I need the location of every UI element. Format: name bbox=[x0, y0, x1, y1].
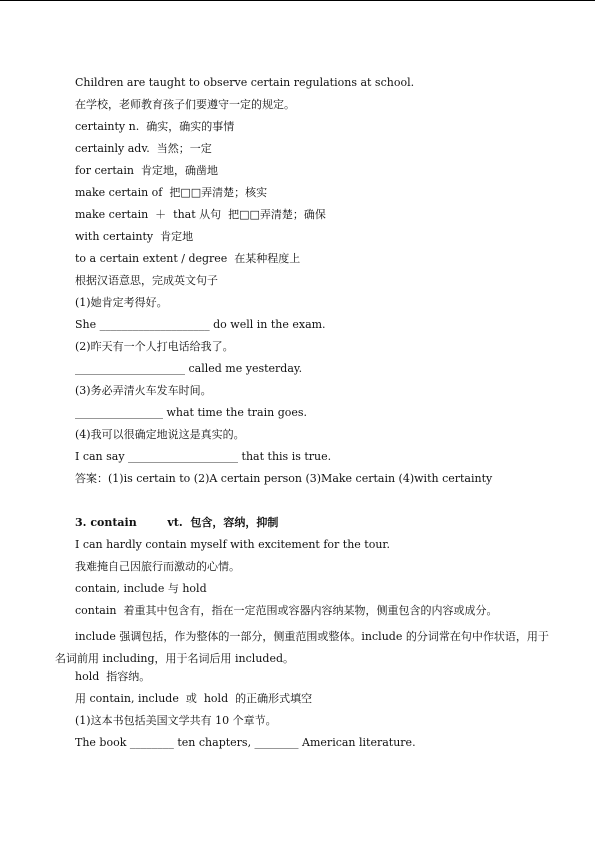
text-line: Children are taught to observe certain regulations at school. bbox=[75, 76, 415, 89]
exercise-prompt: (3)务必弄清火车发车时间。 bbox=[75, 384, 212, 397]
exercise-prompt: (1)她肯定考得好。 bbox=[75, 296, 168, 309]
document-body bbox=[0, 76, 595, 758]
text-line: make certain of 把□□弄清楚；核实 bbox=[75, 186, 268, 199]
example-sentence: I can hardly contain myself with excitement for the tour. bbox=[75, 538, 390, 551]
text-line: for certain 肯定地，确凿地 bbox=[75, 164, 218, 177]
exercise-prompt: (1)这本书包括美国文学共有 10 个章节。 bbox=[75, 714, 277, 727]
exercise-prompt: (4)我可以很确定地说这是真实的。 bbox=[75, 428, 245, 441]
top-border-line bbox=[0, 0, 595, 1]
answer-key: 答案：(1)is certain to (2)A certain person (3)Make certain (4)with certainty bbox=[75, 472, 493, 485]
example-translation: 我难掩自己因旅行而激动的心情。 bbox=[75, 560, 240, 573]
section-heading: 3. contain vt. 包含，容纳，抑制 bbox=[75, 516, 279, 529]
hold-explanation: hold 指容纳。 bbox=[75, 670, 151, 683]
text-line: certainly adv. 当然；一定 bbox=[75, 142, 212, 155]
text-line: certainty n. 确实，确实的事情 bbox=[75, 120, 235, 133]
text-line: to a certain extent / degree 在某种程度上 bbox=[75, 252, 301, 265]
text-line: make certain ＋ that 从句 把□□弄清楚；确保 bbox=[75, 208, 326, 221]
exercise-blank-sentence: The book ________ ten chapters, ________ American literature. bbox=[75, 736, 416, 749]
text-line: 在学校，老师教育孩子们要遵守一定的规定。 bbox=[75, 98, 295, 111]
contain-explanation: contain 着重其中包含有，指在一定范围或容器内容纳某物，侧重包含的内容或成分。 bbox=[75, 604, 498, 617]
comparison-title: contain, include 与 hold bbox=[75, 582, 207, 595]
text-line: with certainty 肯定地 bbox=[75, 230, 194, 243]
section-gap bbox=[0, 494, 595, 516]
exercise-blank-sentence: She ____________________ do well in the exam. bbox=[75, 318, 326, 331]
exercise-blank-sentence: I can say ____________________ that this is true. bbox=[75, 450, 332, 463]
exercise-instruction: 根据汉语意思，完成英文句子 bbox=[75, 274, 218, 287]
exercise-prompt: (2)昨天有一个人打电话给我了。 bbox=[75, 340, 234, 353]
exercise-instruction: 用 contain, include 或 hold 的正确形式填空 bbox=[75, 692, 313, 705]
include-explanation: include 强调包括，作为整体的一部分，侧重范围或整体。include 的分词常在句中作状语，用于名词前用 including，用于名词后用 included。 bbox=[55, 630, 549, 665]
exercise-blank-sentence: ________________ what time the train goes. bbox=[75, 406, 308, 419]
exercise-blank-sentence: ____________________ called me yesterday. bbox=[75, 362, 303, 375]
